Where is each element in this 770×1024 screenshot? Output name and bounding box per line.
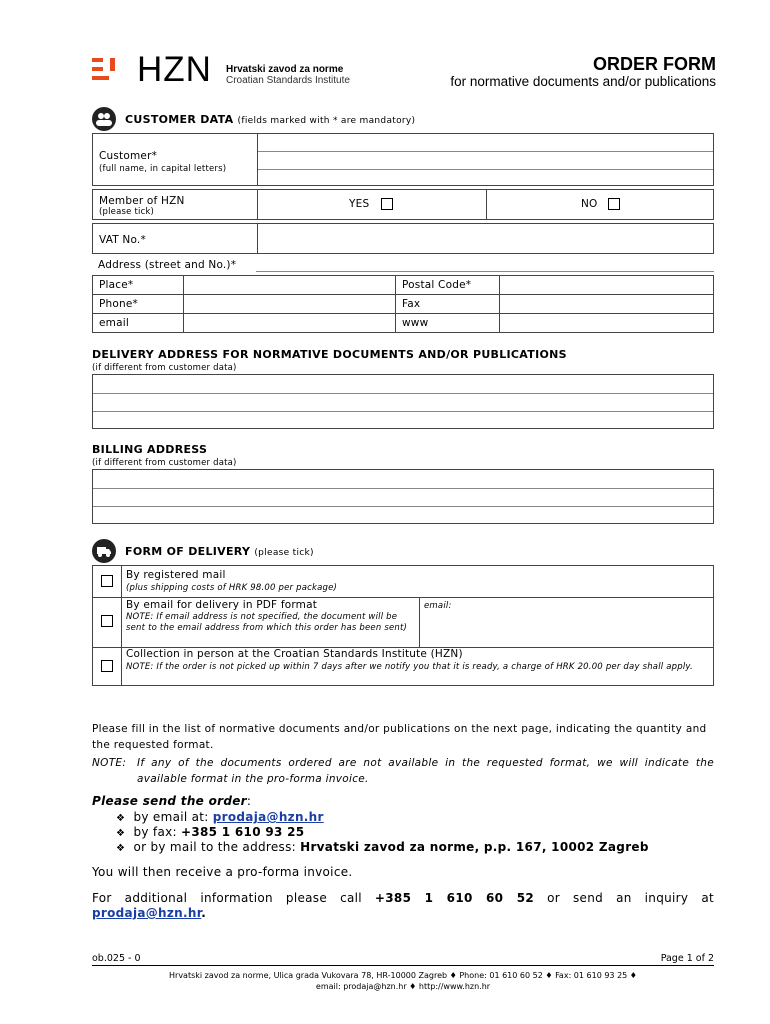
- delivery-options-table: [92, 565, 714, 686]
- email-label: email: [93, 314, 184, 333]
- opt1-title: By registered mail: [126, 569, 226, 581]
- www-field[interactable]: [500, 314, 714, 333]
- customer-label: Customer*: [99, 150, 158, 162]
- opt2-note: NOTE: If email address is not specified, the document will be sent to the email address from which this order has been sent): [126, 612, 408, 633]
- address-field[interactable]: [256, 271, 714, 272]
- member-no-checkbox[interactable]: [608, 198, 620, 210]
- doc-code: ob.025 - 0: [92, 953, 141, 964]
- email-field[interactable]: [184, 314, 396, 333]
- phone-label: Phone*: [93, 295, 184, 314]
- send-by-fax-line: ❖ by fax: +385 1 610 93 25: [116, 825, 305, 839]
- hzn-logo-mark-icon: [92, 58, 118, 84]
- form-subtitle: for normative documents and/or publications: [450, 74, 716, 89]
- opt3-title: Collection in person at the Croatian Standards Institute (HZN): [126, 648, 463, 660]
- order-email-link[interactable]: prodaja@hzn.hr: [212, 810, 324, 824]
- customer-row: [92, 133, 714, 186]
- customer-name-field[interactable]: [258, 134, 713, 187]
- footer-address: Hrvatski zavod za norme, Ulica grada Vukovara 78, HR-10000 Zagreb ♦ Phone: 01 610 60 52 ♦ Fax: 01 610 93 25 ♦: [169, 971, 637, 980]
- bullet-icon: ❖: [116, 813, 126, 824]
- no-label: NO: [581, 198, 598, 210]
- delivery-address-note: (if different from customer data): [92, 363, 237, 373]
- availability-note-text: If any of the documents ordered are not available in the requested format, we will indicate the available format in the pro-forma invoice.: [137, 757, 714, 785]
- page-number: Page 1 of 2: [660, 953, 714, 964]
- opt1-note: (plus shipping costs of HRK 98.00 per package): [126, 583, 338, 593]
- org-name-hr: Hrvatski zavod za norme: [226, 64, 344, 75]
- fax-field[interactable]: [500, 295, 714, 314]
- place-field[interactable]: [184, 276, 396, 295]
- member-row: [92, 189, 714, 220]
- member-yes-checkbox[interactable]: [381, 198, 393, 210]
- address-label: Address (street and No.)*: [98, 259, 237, 271]
- place-label: Place*: [93, 276, 184, 295]
- collection-checkbox[interactable]: [101, 660, 113, 672]
- contact-table: [92, 275, 714, 333]
- send-order-heading: Please send the order:: [92, 794, 252, 808]
- delivery-icon: [92, 539, 116, 563]
- logo-hzn-text: HZN: [137, 50, 212, 89]
- form-title: ORDER FORM: [593, 54, 716, 74]
- org-name-en: Croatian Standards Institute: [226, 75, 350, 86]
- delivery-address-field[interactable]: [92, 374, 714, 429]
- bullet-icon: ❖: [116, 828, 126, 839]
- registered-mail-checkbox[interactable]: [101, 575, 113, 587]
- member-label: Member of HZN: [99, 195, 185, 207]
- send-by-mail-line: ❖ or by mail to the address: Hrvatski zavod za norme, p.p. 167, 10002 Zagreb: [116, 840, 649, 854]
- email-pdf-checkbox[interactable]: [101, 615, 113, 627]
- info-email-link[interactable]: prodaja@hzn.hr: [92, 906, 202, 920]
- proforma-text: You will then receive a pro-forma invoice.: [92, 865, 353, 879]
- bullet-icon: ❖: [116, 843, 126, 854]
- people-icon: [92, 107, 116, 131]
- billing-address-note: (if different from customer data): [92, 458, 237, 468]
- billing-address-field[interactable]: [92, 469, 714, 524]
- footer-contact: email: prodaja@hzn.hr ♦ http://www.hzn.hr: [315, 982, 491, 991]
- fax-label: Fax: [396, 295, 500, 314]
- send-by-email-line: ❖ by email at: prodaja@hzn.hr: [116, 810, 324, 824]
- availability-note: NOTE:: [92, 757, 127, 769]
- member-hint: (please tick): [99, 207, 155, 217]
- postal-label: Postal Code*: [396, 276, 500, 295]
- customer-hint: (full name, in capital letters): [99, 164, 227, 174]
- postal-field[interactable]: [500, 276, 714, 295]
- customer-section-heading: CUSTOMER DATA (fields marked with * are mandatory): [125, 113, 416, 126]
- opt2-email-label: email:: [424, 601, 452, 611]
- info-line-2: prodaja@hzn.hr.: [92, 906, 207, 920]
- footer-divider: [92, 965, 714, 966]
- instructions-paragraph: Please fill in the list of normative documents and/or publications on the next page, indicating the quantity and the requested format.: [92, 723, 707, 751]
- delivery-form-heading: FORM OF DELIVERY (please tick): [125, 545, 314, 558]
- www-label: www: [396, 314, 500, 333]
- delivery-address-heading: DELIVERY ADDRESS FOR NORMATIVE DOCUMENTS AND/OR PUBLICATIONS: [92, 348, 567, 361]
- yes-label: YES: [349, 198, 370, 210]
- vat-row: [92, 223, 714, 254]
- billing-address-heading: BILLING ADDRESS: [92, 443, 208, 456]
- opt2-email-field[interactable]: [420, 598, 713, 647]
- vat-field[interactable]: [258, 224, 713, 253]
- vat-label: VAT No.*: [99, 234, 146, 246]
- phone-field[interactable]: [184, 295, 396, 314]
- opt3-note: NOTE: If the order is not picked up within 7 days after we notify you that it is ready, a charge of HRK 20.00 per day shall apply.: [126, 662, 693, 672]
- opt2-title: By email for delivery in PDF format: [126, 599, 318, 611]
- info-line-1: For additional information please call +385 1 610 60 52 or send an inquiry at: [92, 891, 714, 905]
